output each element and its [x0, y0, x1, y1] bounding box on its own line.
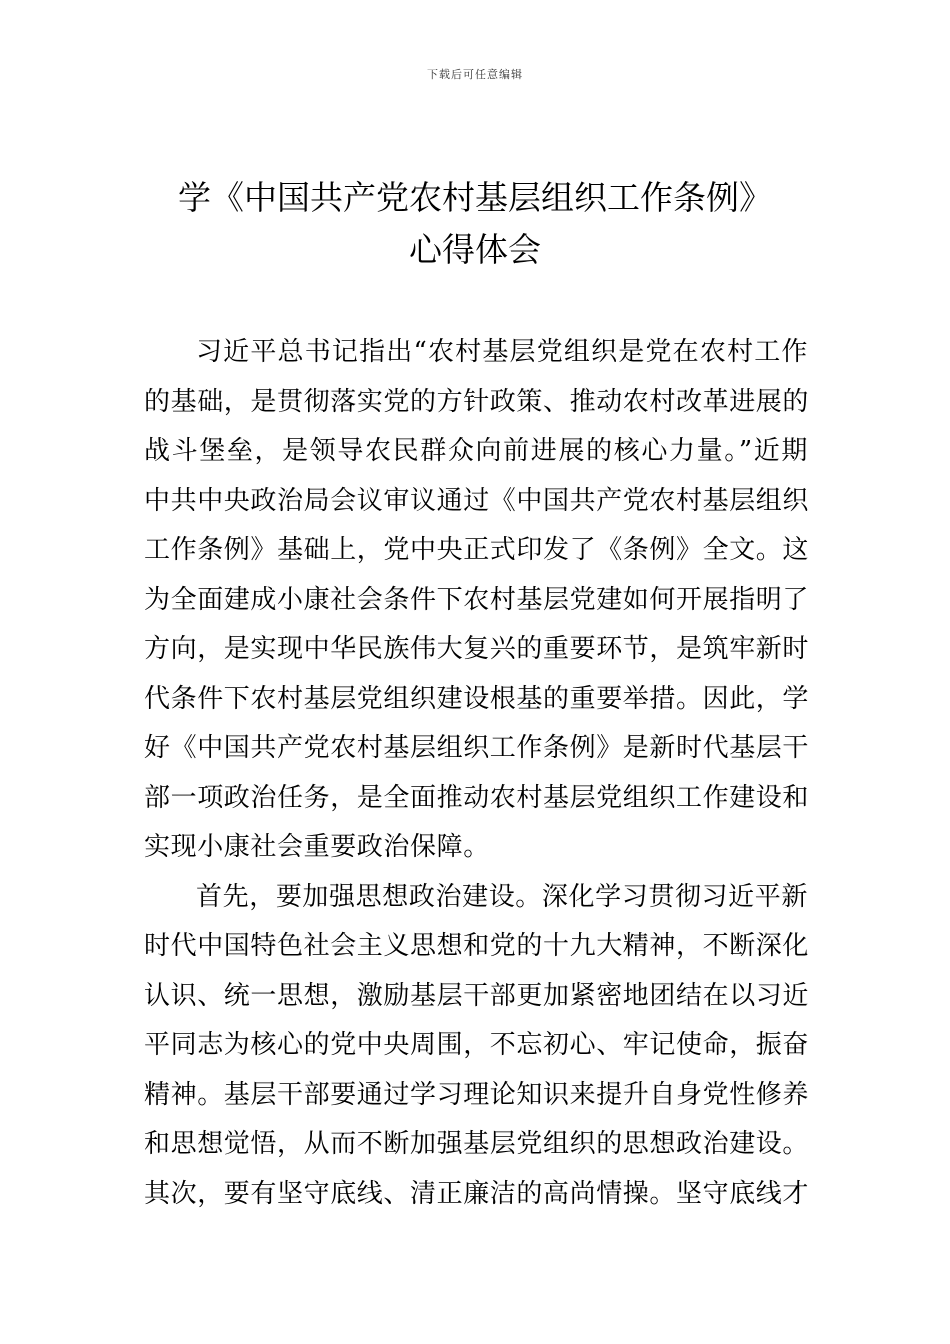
header-note: 下载后可任意编辑 — [427, 68, 523, 81]
title-line: 学《中国共产党农村基层组织工作条例》 — [178, 178, 772, 217]
text-line: 好《中国共产党农村基层组织工作条例》是新时代基层干 — [144, 733, 810, 763]
text-line: 精神。基层干部要通过学习理论知识来提升自身党性修养 — [144, 1079, 810, 1110]
text-line: 平同志为核心的党中央周围，不忘初心、牢记使命，振奋 — [144, 1030, 810, 1060]
title-line: 心得体会 — [409, 230, 541, 269]
document-body — [144, 328, 808, 1219]
text-line: 和思想觉悟，从而不断加强基层党组织的思想政治建设。 — [144, 1129, 810, 1159]
text-line: 部一项政治任务，是全面推动农村基层党组织工作建设和 — [144, 782, 810, 813]
text-line: 习近平总书记指出“农村基层党组织是党在农村工作 — [196, 337, 808, 367]
text-line: 时代中国特色社会主义思想和党的十九大精神，不断深化 — [144, 931, 810, 961]
text-line: 中共中央政治局会议审议通过《中国共产党农村基层组织 — [144, 485, 810, 516]
text-line: 代条件下农村基层党组织建设根基的重要举措。因此，学 — [144, 683, 810, 714]
text-line: 首先，要加强思想政治建设。深化学习贯彻习近平新 — [196, 881, 808, 912]
text-line: 实现小康社会重要政治保障。 — [144, 832, 490, 862]
text-line: 的基础，是贯彻落实党的方针政策、推动农村改革进展的 — [144, 386, 810, 417]
text-line: 工作条例》基础上，党中央正式印发了《条例》全文。这 — [144, 535, 810, 565]
text-line: 其次，要有坚守底线、清正廉洁的高尚情操。坚守底线才 — [144, 1178, 810, 1209]
document-title — [60, 172, 890, 276]
text-line: 方向，是实现中华民族伟大复兴的重要环节，是筑牢新时 — [144, 634, 810, 664]
text-line: 认识、统一思想，激励基层干部更加紧密地团结在以习近 — [144, 980, 810, 1011]
text-line: 战斗堡垒，是领导农民群众向前进展的核心力量。”近期 — [144, 436, 808, 466]
paragraph — [144, 873, 808, 1220]
text-line: 为全面建成小康社会条件下农村基层党建如何开展指明了 — [144, 584, 810, 615]
paragraph — [144, 328, 808, 873]
